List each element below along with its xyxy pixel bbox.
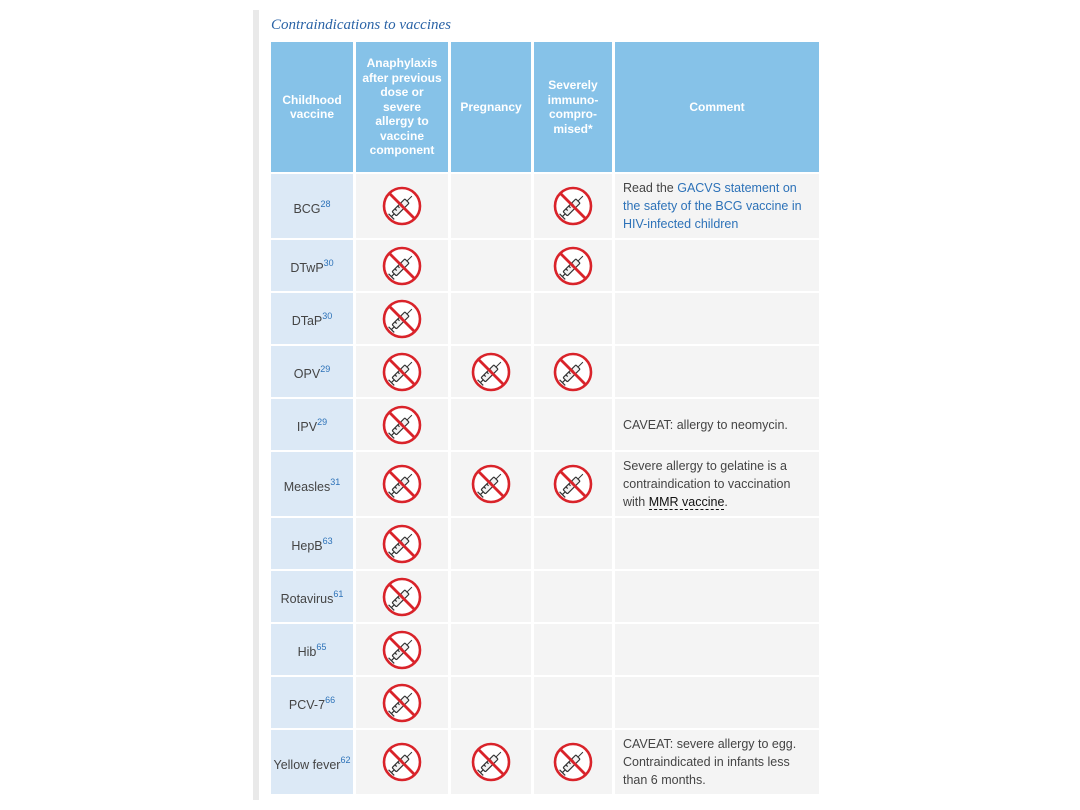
anaphylaxis-cell [356,518,448,569]
vaccine-name-cell [271,518,353,569]
no-syringe-icon [382,464,422,504]
reference-link[interactable]: 29 [320,364,331,374]
vaccine-name-cell [271,571,353,622]
header-comment: Comment [615,42,819,172]
comment-cell [615,571,819,622]
anaphylaxis-cell [356,452,448,516]
anaphylaxis-cell [356,240,448,291]
pregnancy-cell [451,571,531,622]
comment-text: Read the [623,181,678,195]
reference-link[interactable]: 66 [325,695,336,705]
comment-cell [615,452,819,516]
no-syringe-icon [471,742,511,782]
no-syringe-icon [382,524,422,564]
anaphylaxis-cell [356,346,448,397]
table-row [271,677,819,728]
pregnancy-cell [451,240,531,291]
anaphylaxis-cell [356,571,448,622]
immuno-cell [534,624,612,675]
immuno-cell [534,518,612,569]
page-title: Contraindications to vaccines [271,17,451,33]
left-margin-rule [253,10,259,800]
reference-link[interactable]: 63 [322,536,333,546]
vaccine-name: Measles [283,479,331,494]
pregnancy-cell [451,174,531,238]
vaccine-name: IPV [296,420,318,434]
immuno-cell [534,730,612,794]
pregnancy-cell [451,624,531,675]
comment-cell [615,730,819,794]
no-syringe-icon [382,246,422,286]
vaccine-name-cell [271,452,353,516]
header-pregnancy: Pregnancy [451,42,531,172]
vaccine-name-cell [271,730,353,794]
anaphylaxis-cell [356,730,448,794]
table-row [271,518,819,569]
vaccine-name: Hib [297,645,317,659]
no-syringe-icon [553,742,593,782]
anaphylaxis-cell [356,174,448,238]
immuno-cell [534,346,612,397]
no-syringe-icon [471,352,511,392]
vaccine-name-cell [271,677,353,728]
reference-link[interactable]: 31 [330,476,341,487]
gacvs-statement-link[interactable]: GACVS statement on the safety of the BCG vaccine in HIV-infected children [623,181,802,231]
reference-link[interactable]: 61 [333,589,344,599]
comment-cell [615,624,819,675]
no-syringe-icon [382,405,422,445]
no-syringe-icon [382,352,422,392]
vaccine-name: BCG [293,201,321,216]
no-syringe-icon [553,246,593,286]
reference-link[interactable]: 28 [320,198,331,209]
vaccine-name: DTaP [291,314,323,328]
table-row [271,730,819,794]
immuno-cell [534,399,612,450]
vaccine-name-cell [271,346,353,397]
reference-link[interactable]: 30 [322,311,333,321]
table-row [271,399,819,450]
immuno-cell [534,174,612,238]
immuno-cell [534,293,612,344]
reference-link[interactable]: 62 [340,754,351,765]
vaccine-name: Yellow fever [273,757,341,772]
table-header-row [271,42,819,172]
reference-link[interactable]: 30 [323,258,334,268]
vaccine-name-cell [271,293,353,344]
no-syringe-icon [382,186,422,226]
comment-cell [615,518,819,569]
no-syringe-icon [382,299,422,339]
vaccine-name: DTwP [290,261,324,275]
pregnancy-cell [451,399,531,450]
vaccine-name: Rotavirus [280,592,334,606]
reference-link[interactable]: 65 [316,642,327,652]
anaphylaxis-cell [356,624,448,675]
header-vaccine: Childhood vaccine [271,42,353,172]
pregnancy-cell [451,677,531,728]
comment-cell [615,399,819,450]
pregnancy-cell [451,293,531,344]
table-row [271,174,819,238]
no-syringe-icon [553,186,593,226]
mmr-abbreviation[interactable]: MMR vaccine [648,495,725,509]
vaccine-name-cell [271,174,353,238]
pregnancy-cell [451,730,531,794]
comment-cell [615,293,819,344]
comment-text: CAVEAT: severe allergy to egg. Contraindicated in infants less than 6 months. [623,737,797,787]
immuno-cell [534,240,612,291]
comment-text: CAVEAT: allergy to neomycin. [623,417,788,432]
comment-cell [615,240,819,291]
header-anaphylaxis: Anaphylaxis after previous dose or severe allergy to vaccine component [356,42,448,172]
table-row [271,624,819,675]
no-syringe-icon [382,742,422,782]
comment-text: Severe allergy to gelatine is a contraindication to vaccination with [623,459,791,509]
anaphylaxis-cell [356,293,448,344]
vaccine-name-cell [271,399,353,450]
vaccine-name-cell [271,624,353,675]
comment-text-end: . [724,495,728,509]
vaccine-name-cell [271,240,353,291]
no-syringe-icon [382,630,422,670]
comment-cell [615,174,819,238]
vaccine-name: OPV [293,367,321,381]
immuno-cell [534,452,612,516]
comment-cell [615,677,819,728]
no-syringe-icon [382,577,422,617]
no-syringe-icon [553,464,593,504]
anaphylaxis-cell [356,399,448,450]
comment-cell [615,346,819,397]
pregnancy-cell [451,346,531,397]
no-syringe-icon [382,683,422,723]
reference-link[interactable]: 29 [317,417,328,427]
anaphylaxis-cell [356,677,448,728]
pregnancy-cell [451,518,531,569]
no-syringe-icon [471,464,511,504]
table-row [271,293,819,344]
table-row [271,571,819,622]
header-immunocompromised: Severely immuno-compro-mised* [534,42,612,172]
pregnancy-cell [451,452,531,516]
no-syringe-icon [553,352,593,392]
vaccine-name: PCV-7 [288,698,326,712]
table-row [271,346,819,397]
immuno-cell [534,677,612,728]
vaccine-name: HepB [291,539,323,553]
table-row [271,452,819,516]
table-row [271,240,819,291]
contraindications-table [268,40,822,796]
immuno-cell [534,571,612,622]
